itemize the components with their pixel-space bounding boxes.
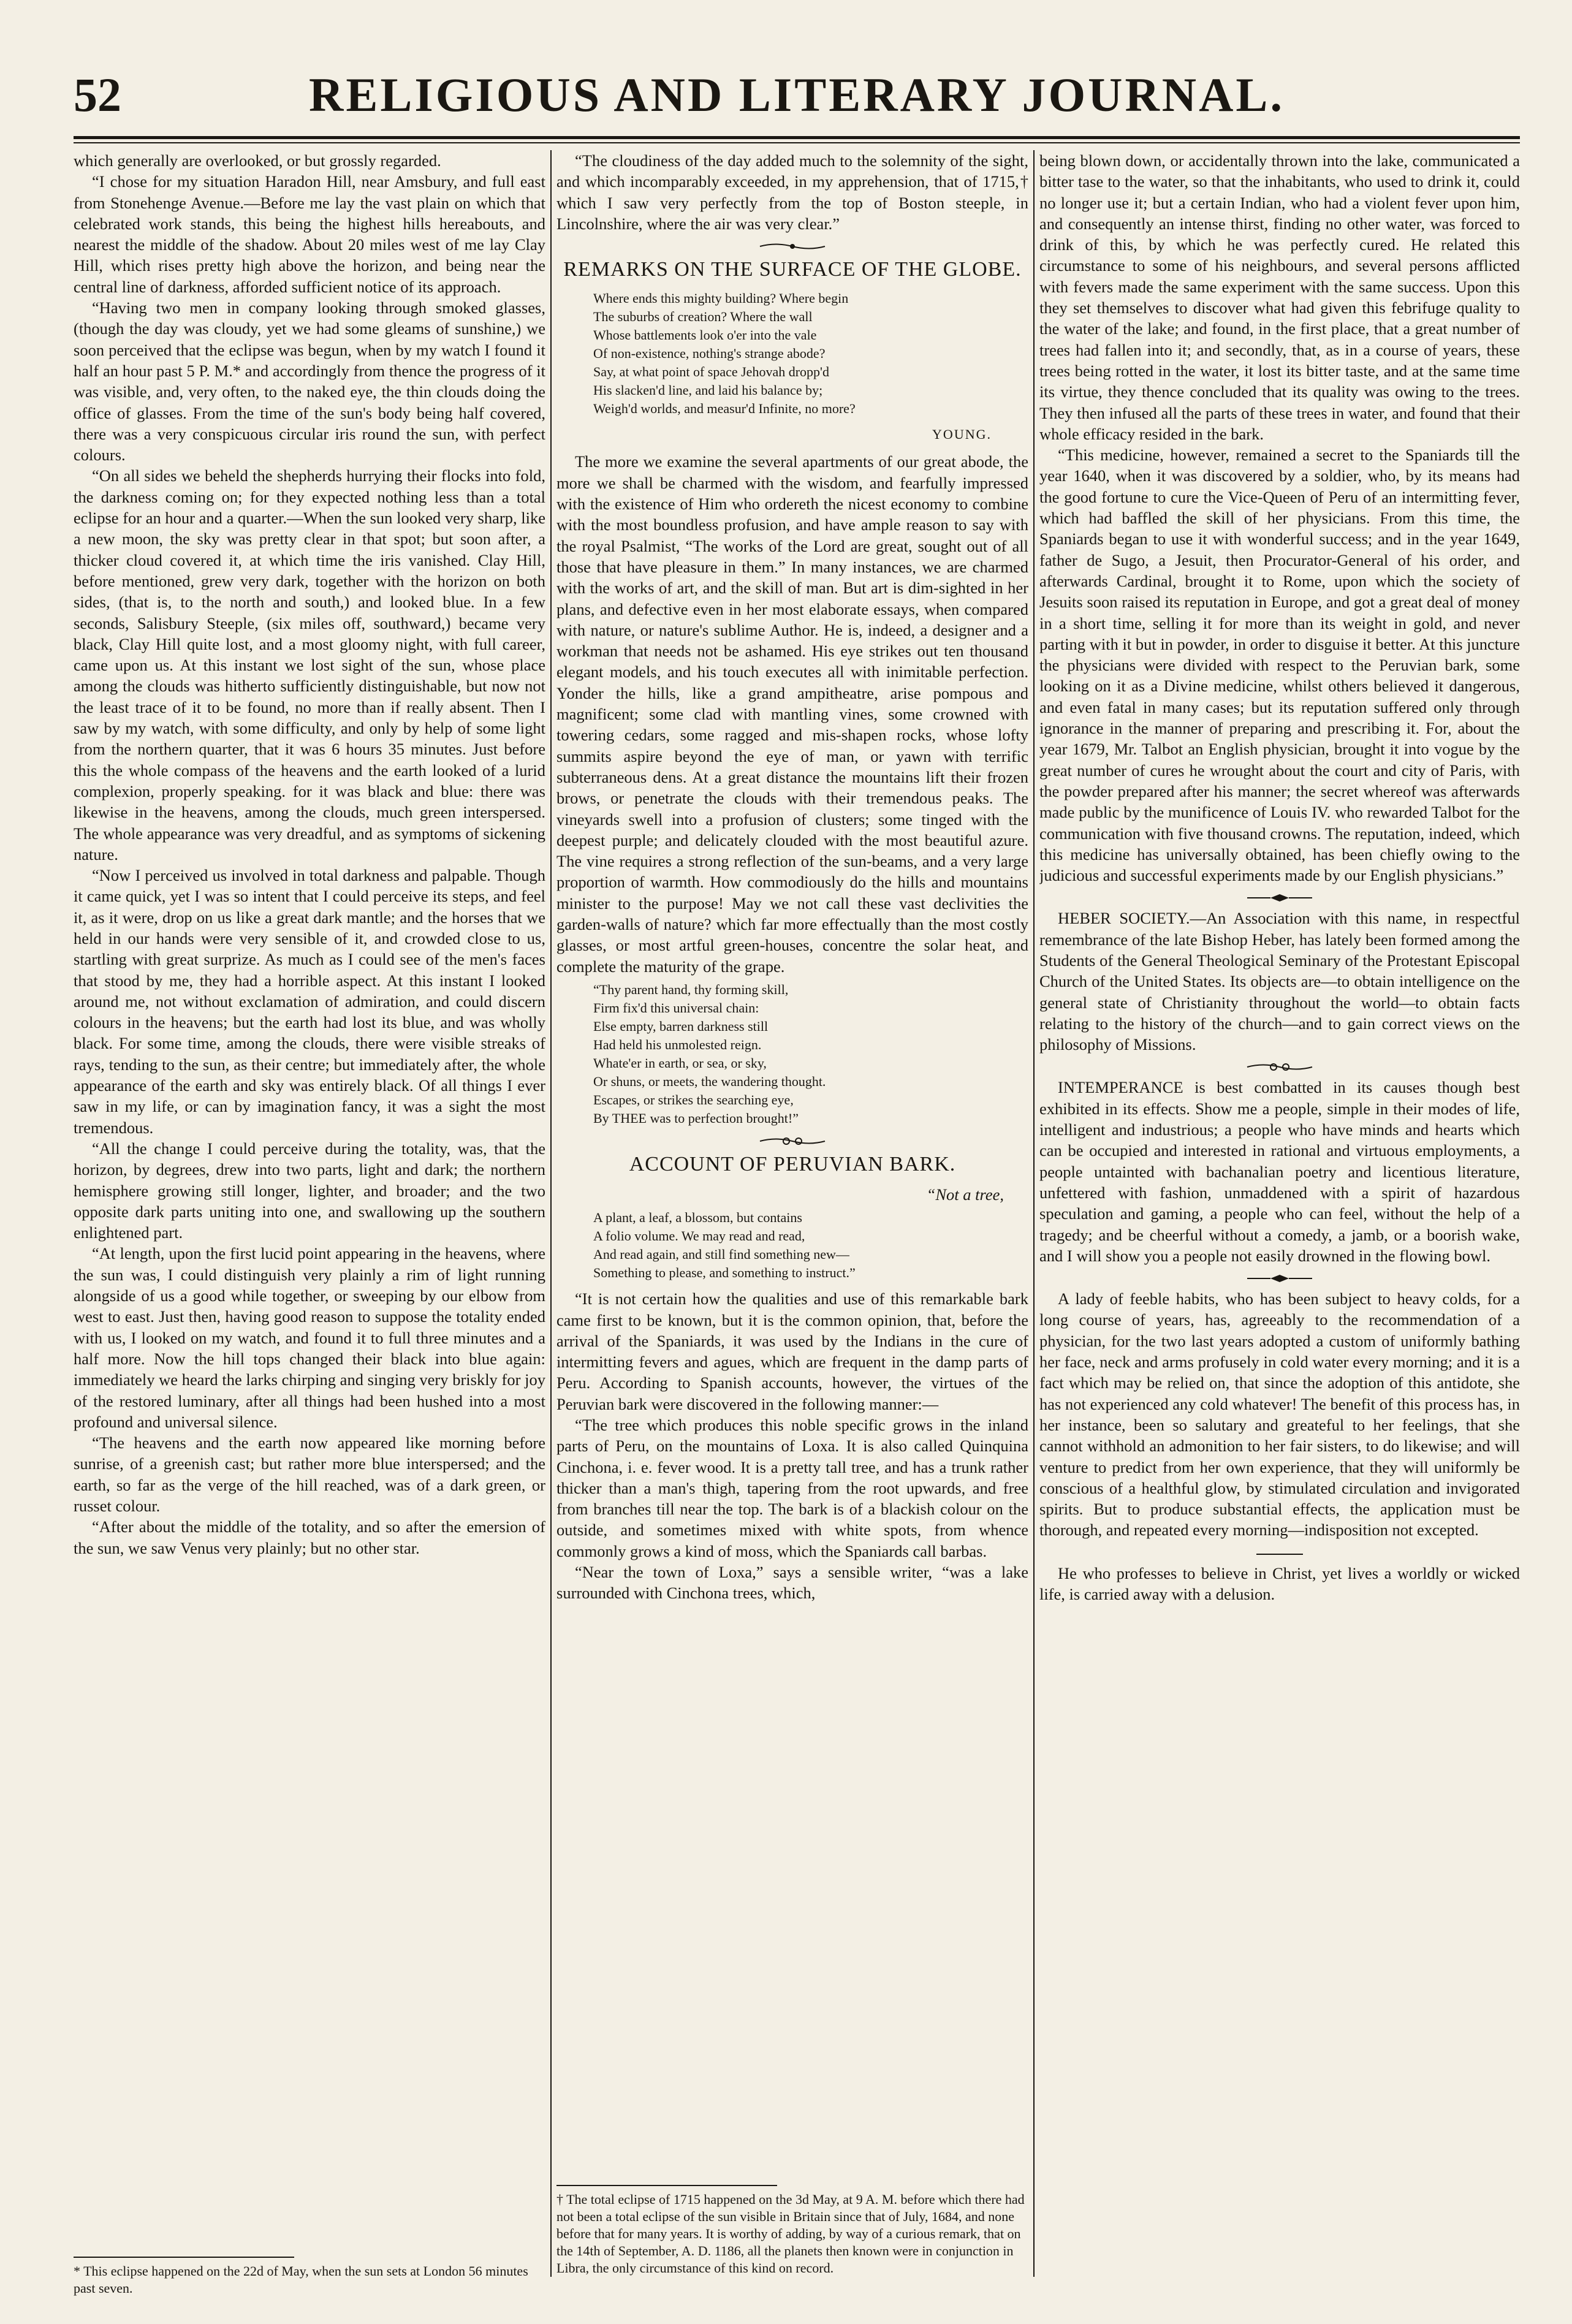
verse-line: Firm fix'd this universal chain: — [593, 1000, 759, 1016]
section-ornament — [1039, 1060, 1520, 1072]
footnote-rule — [556, 2185, 777, 2186]
verse-line: Say, at what point of space Jehovah dropp'd — [593, 364, 829, 380]
verse-line: Whose battlements look o'er into the vale — [593, 327, 817, 343]
column-divider-2 — [1033, 150, 1035, 2277]
paragraph: He who professes to believe in Christ, yet lives a worldly or wicked life, is carried away with a delusion. — [1039, 1563, 1520, 1603]
verse-line: Had held his unmolested reign. — [593, 1036, 762, 1052]
column-1 — [74, 150, 545, 2234]
column-divider-1 — [550, 150, 552, 2277]
paragraph: “The tree which produces this noble specific grows in the inland parts of Peru, on the mountains of Loxa. It is also called Quinquina Cinchona, i. e. fever wood. It is a pretty tall tree, and has a trunk rather thicker than a man's thigh, tapering from the root upwards, and free from branches till near the top. The bark is of a blackish colour on the outside, and sometimes mixed with white spots, from whence commonly grows a kind of moss, which the Spaniards call barbas. — [556, 1415, 1028, 1560]
verse-line: Or shuns, or meets, the wandering thought. — [593, 1073, 826, 1089]
paragraph: “Now I perceived us involved in total darkness and palpable. Though it came quick, yet I was so intent that I could perceive its steps, and feel it, as it were, drop on us like a great dark mantle; and the horses that we held in our hands were very sensible of it, and crowded close to us, startling with great surprize. As much as I could see of the men's faces that stood by me, they had a horrible aspect. At this instant I looked around me, not without exclamation of admiration, and could discern colours in the heavens; but the earth had lost its blue, and was wholly black. For some time, among the clouds, there were visible streaks of rays, tending to the sun, as their centre; but immediately after, the whole appearance of the earth and sky was entirely black. Of all things I ever saw in my life, or can by imagination fancy, it was a sight the most tremendous. — [74, 866, 545, 1137]
paragraph: “At length, upon the first lucid point appearing in the heavens, where the sun was, I could distinguish very plainly a rim of light running alongside of us a good while together, or sweeping by our elbow from west to east. Just then, having good reason to suppose the totality ended with us, I looked on my watch, and found it to full three minutes and a half more. Now the hill tops changed their black into blue again: immediately we heard the larks chirping and singing very briskly for joy of the restored luminary, after all things had been hushed into a most profound and universal silence. — [74, 1244, 545, 1431]
paragraph: “Having two men in company looking through smoked glasses, (though the day was cloudy, yet we had some gleams of sunshine,) we soon perceived that the eclipse was begun, when by my watch I found it half an hour past 5 P. M.* and accordingly from thence the progress of it was visible, and, very often, to the naked eye, the thin clouds doing the office of glasses. From the time of the sun's body being half covered, there was a very conspicuous circular iris round the sun, with perfect colours. — [74, 298, 545, 465]
poem-attribution: YOUNG. — [932, 427, 992, 442]
paragraph: “Near the town of Loxa,” says a sensible writer, “was a lake surrounded with Cinchona trees, which, — [556, 1563, 1028, 1603]
verse-line: A folio volume. We may read and read, — [593, 1228, 805, 1244]
paragraph-intemperance — [1039, 1077, 1520, 1266]
paragraph: “The heavens and the earth now appeared like morning before sunrise, of a greenish cast; but rather more blue interspersed; and the earth, so far as the verge of the hill reached, was of a dark green, or russet colour. — [74, 1434, 545, 1515]
verse-line: Else empty, barren darkness still — [593, 1018, 769, 1034]
page-header — [74, 67, 1520, 141]
header-rule-thin — [74, 142, 1520, 143]
paragraph: “This medicine, however, remained a secret to the Spaniards till the year 1640, when it was discovered by a soldier, who, by its means had the good fortune to cure the Vice-Queen of Peru of an intermitting fever, which had baffled the skill of her physicians. From this time, the Spaniards began to use it with wonderful success; and in the year 1649, father de Sugo, a Jesuit, then Procurator-General of his order, and afterwards Cardinal, brought it to Rome, upon which the society of Jesuits soon raised its reputation in Europe, and got a great deal of money in a short time, selling it for more than its weight in gold, and never parting with it but in powder, in order to disguise it better. At this juncture the physicians were divided with respect to the Peruvian bark, some looking on it as a Divine medicine, whilst others believed it dangerous, and even fatal in many cases; but its reputation suffered only through ignorance in the manner of preparing and prescribing it. For, about the year 1679, Mr. Talbot an English physician, brought it into vogue by the great number of cures he wrought about the court and city of Paris, with the powder prepared after his manner; the secret whereof was afterwards made public by the munificence of Louis IV. who rewarded Talbot for the communication with five thousand crowns. The reputation, indeed, which this medicine has universally obtained, has been chiefly owing to the judicious and successful experiments made by our English physicians.” — [1039, 446, 1520, 885]
section-heading: ACCOUNT OF PERUVIAN BARK. — [629, 1152, 956, 1175]
paragraph: “On all sides we beheld the shepherds hurrying their flocks into fold, the darkness coming on; for they expected nothing less than a total eclipse for an hour and a quarter.—When the sun looked very sharp, like a new moon, the sky was pretty clear in that spot; but soon after, a thicker cloud covered it, at which time the iris vanished. Clay Hill, before mentioned, grew very dark, together with the horizon on both sides, (that is, to the north and south,) and looked blue. In a few seconds, Salisbury Steeple, (six miles off, southward,) became very black, Clay Hill quite lost, and a most gloomy night, with full career, came upon us. At this instant we lost sight of the sun, whose place among the clouds was hitherto sufficiently distinguishable, but now not the least trace of it to be found, no more than if really absent. Then I saw by my watch, with some difficulty, and only by help of some light from the northern quarter, that it was 6 hours 35 minutes. Just before this the whole compass of the heavens and the earth looked of a lurid complexion, properly speaking. for it was black and blue: there was likewise in the heavens, among the clouds, much green interspersed. The whole appearance was very dreadful, and as symptoms of sickening nature. — [74, 466, 545, 864]
verse-line: Escapes, or strikes the searching eye, — [593, 1092, 794, 1107]
section-ornament — [1039, 1546, 1520, 1558]
paragraph-text: —An Association with this name, in respectful remembrance of the late Bishop Heber, has lately been formed among the Students of the General Theological Seminary of the Protestant Episcopal Church of the United States. Its objects are—to obtain intelligence on the general state of Christianity throughout the world—to obtain facts relating to the history of the church—and to gain correct views on the philosophy of Missions. — [1039, 909, 1520, 1054]
verse-line: Of non-existence, nothing's strange abode? — [593, 346, 826, 362]
paragraph: being blown down, or accidentally thrown into the lake, communicated a bitter tase to the water, so that the inhabitants, who used to drink it, could no longer use it; but a certain Indian, who had a violent fever upon him, and consequently an intense thirst, finding no other water, was forced to drink of this, by which he was perfectly cured. He related this circumstance to some of his neighbours, and several persons afflicted with fevers made the same experiment with the same success. Upon this they set themselves to discover what had given this febrifuge quality to the water of the lake; and found, in the first place, that a great number of trees had fallen into it; and secondly, that, as in a course of years, these trees being rotted in the water, it lost its bitter taste, and at the same time its virtue, they thence concluded that its quality was owing to the trees. They then infused all the parts of these trees in water, and found that their whole efficacy resided in the bark. — [1039, 151, 1520, 443]
journal-title: RELIGIOUS AND LITERARY JOURNAL. — [309, 68, 1285, 121]
verse-line: “Thy parent hand, thy forming skill, — [593, 981, 789, 997]
paragraph: “After about the middle of the totality, and so after the emersion of the sun, we saw Venus very plainly; but no other star. — [74, 1517, 545, 1557]
poem-verse — [593, 289, 1028, 418]
footnote-rule — [74, 2257, 294, 2258]
paragraph: “All the change I could perceive during the totality, was, that the horizon, by degrees, drew into two parts, light and dark; the northern hemisphere growing still longer, lighter, and broader; and the two opposite dark parts uniting into one, and swallowing up the southern enlightened part. — [74, 1139, 545, 1242]
paragraph-text: is best combatted in its causes though best exhibited in its effects. Show me a people, simple in their modes of life, intelligent and industrious; a people who have minds and hearts which can be occupied and interested in rational and virtuous employments, a people untainted with bachanalian poetry and licentious literature, unfettered with fashion, unmaddened with a spirit of hazardous speculation and gaming, a people who can feel, without the help of a tragedy; and be cheerful without a comedy, a jamb, or a boorish wake, and I will show you a people not easily drowned in the flowing bowl. — [1039, 1078, 1520, 1265]
paragraph: The more we examine the several apartments of our great abode, the more we shall be charmed with the wisdom, and fearfully impressed with the existence of Him who ordereth the nicest economy to combine with the most boundless profusion, and have ample reason to say with the royal Psalmist, “The works of the Lord are great, sought out of all those that have pleasure in them.” In many instances, we are charmed with the works of art, and the skill of man. But art is dim-sighted in her plans, and defective even in her most elaborate essays, when compared with nature, or nature's sublime Author. He is, indeed, a designer and a workman that needs not be ashamed. His eye strikes out ten thousand elegant models, and his touch executes all with inimitable perfection. Yonder the hills, like a grand ampitheatre, arise pompous and magnificent; some clad with mantling vines, some crowned with towering cedars, some ragged and mis-shapen rocks, whose lofty summits aspire beyond the eye of man, or yawn with terrific subterraneous dens. At a great distance the mountains lift their frozen brows, or penetrate the clouds with their tremendous peaks. The vineyards swell into a profusion of clusters; some tinged with the deepest purple; and delicately clouded with the most beautiful azure. The vine requires a strong reflection of the sun-beams, and a very large proportion of warmth. How commodiously do the hills and mountains minister to the purpose! May we not call these vast declivities the garden-walls of nature? which far more effectually than the most costly glasses, or most artful green-houses, concentre the solar heat, and complete the maturity of the grape. — [556, 452, 1028, 976]
paragraph: “The cloudiness of the day added much to the solemnity of the sight, and which incomparably exceeded, in my apprehension, that of 1715,† which I saw very perfectly from the top of Boston steeple, in Lincolnshire, where the air was very clear.” — [556, 151, 1028, 233]
column-2 — [556, 150, 1028, 2234]
verse-line: Whate'er in earth, or sea, or sky, — [593, 1055, 767, 1071]
verse-line: The suburbs of creation? Where the wall — [593, 309, 813, 325]
verse-line: A plant, a leaf, a blossom, but contains — [593, 1210, 802, 1226]
section-ornament — [556, 239, 1028, 251]
verse-line: Something to please, and something to instruct.” — [593, 1265, 856, 1281]
verse-line: Where ends this mighty building? Where begin — [593, 290, 849, 306]
paragraph: which generally are overlooked, or but grossly regarded. — [74, 151, 441, 170]
section-ornament — [1039, 890, 1520, 903]
epigraph-head: “Not a tree, — [926, 1185, 1004, 1204]
column-3 — [1039, 150, 1520, 2234]
paragraph: A lady of feeble habits, who has been subject to heavy colds, for a long course of years, has, agreeably to the recommendation of a physician, for the two last years adopted a custom of uniformly bathing her face, neck and arms profusely in cold water every morning; and it is a fact which may be relied on, that since the adoption of this antidote, she has not experienced any cold whatever! The benefit of this process has, in her instance, been so salutary and greateful to her feelings, that she cannot withhold an admonition to her fair sisters, to do likewise; and will venture to predict from her own experience, that they will uniformly be conscious of a healthful glow, by stimulated circulation and invigorated spirits. But to produce substantial effects, the application must be thorough, and repeated every morning—indisposition not excepted. — [1039, 1289, 1520, 1540]
paragraph: “I chose for my situation Haradon Hill, near Amsbury, and full east from Stonehenge Avenue.—Before me lay the vast plain on which that celebrated work stands, this being the highest hills hereabouts, and nearest the middle of the shadow. About 20 miles west of me lay Clay Hill, which rises pretty high above the horizon, and being near the central line of darkness, afforded sufficient notice of its approach. — [74, 172, 545, 296]
footnote-eclipse-1: * This eclipse happened on the 22d of May, when the sun sets at London 56 minutes past seven. — [74, 2263, 528, 2296]
section-heading: REMARKS ON THE SURFACE OF THE GLOBE. — [563, 258, 1022, 281]
poem-verse — [593, 981, 1028, 1128]
header-rule-thick — [74, 136, 1520, 139]
section-ornament — [1039, 1271, 1520, 1283]
verse-line: Weigh'd worlds, and measur'd Infinite, no more? — [593, 401, 856, 417]
lead-term: HEBER SOCIETY. — [1058, 909, 1190, 928]
paragraph: “It is not certain how the qualities and use of this remarkable bark came first to be known, but it is the common opinion, that, before the arrival of the Spaniards, it was used by the Indians in the cure of intermitting fevers and agues, which are frequent in the damp parts of Peru. According to Spanish accounts, however, the virtues of the Peruvian bark were discovered in the following manner:— — [556, 1289, 1028, 1413]
poem-verse — [593, 1209, 1028, 1282]
verse-line: And read again, and still find something new— — [593, 1247, 849, 1263]
verse-line: His slacken'd line, and laid his balance by; — [593, 382, 823, 398]
lead-term: INTEMPERANCE — [1058, 1078, 1183, 1097]
paragraph-heber-society — [1039, 908, 1520, 1055]
page-number: 52 — [74, 68, 121, 121]
verse-line: By THEE was to perfection brought!” — [593, 1110, 799, 1126]
section-ornament — [556, 1134, 1028, 1146]
footnote-eclipse-2: † The total eclipse of 1715 happened on the 3d May, at 9 A. M. before which there had not been a total eclipse of the sun visible in Britain since that of July, 1684, and none before that for many years. It is worthy of adding, by way of a curious remark, that on the 14th of September, A. D. 1186, all the planets then known were in conjunction in Libra, the only circumstance of this kind on record. — [556, 2192, 1025, 2276]
